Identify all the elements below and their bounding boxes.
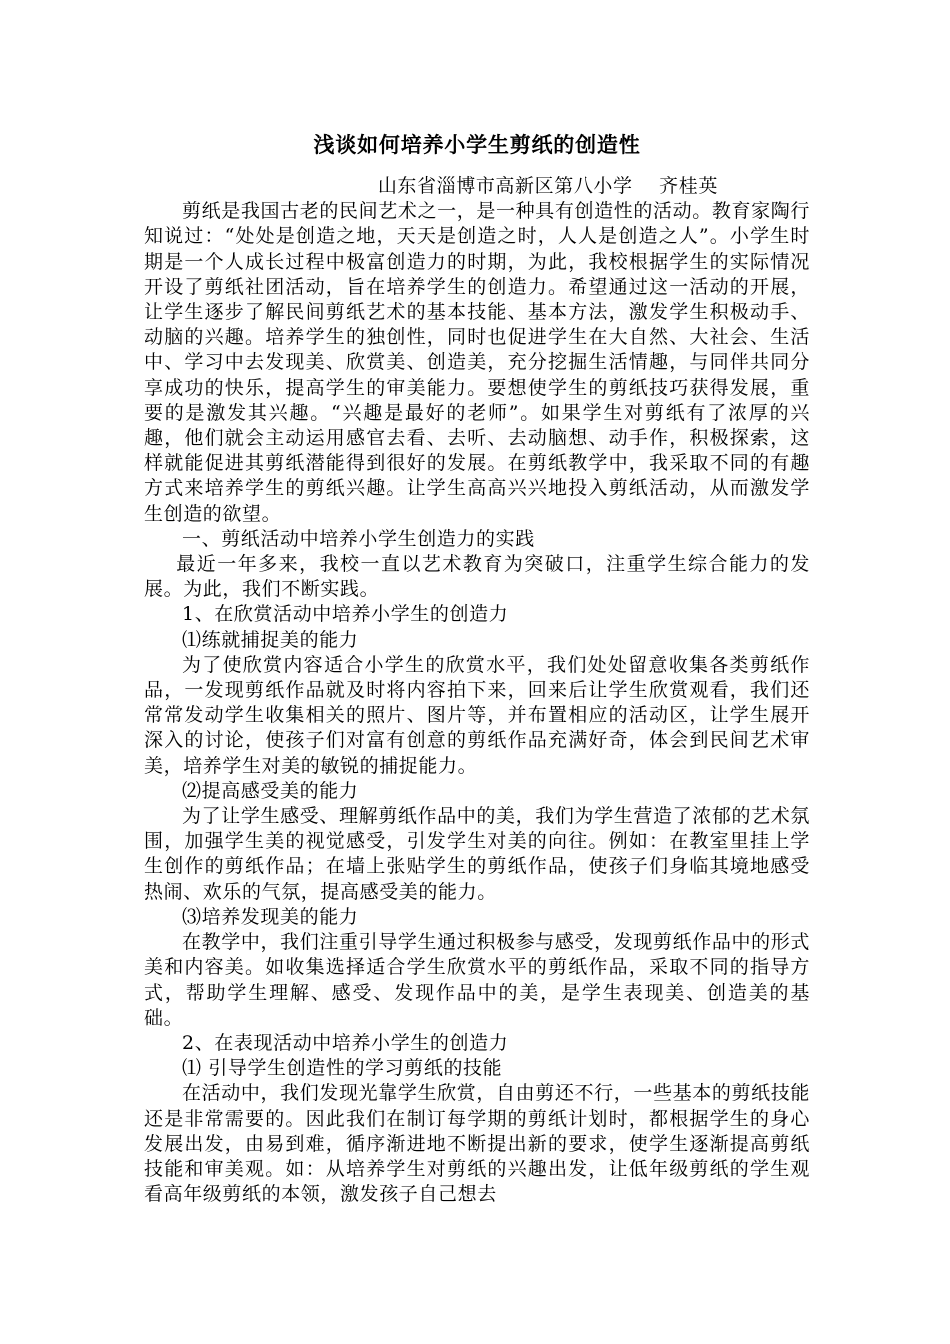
body-paragraph: 为了让学生感受、理解剪纸作品中的美，我们为学生营造了浓郁的艺术氛围，加强学生美的视觉感受，引发学生对美的向往。例如：在教室里挂上学生创作的剪纸作品；在墙上张贴学生的剪纸作品，使孩子们身临其境地感受热闹、欢乐的气氛，提高感受美的能力。 bbox=[144, 805, 810, 903]
subsection-heading-2: 2、在表现活动中培养小学生的创造力 bbox=[182, 1031, 509, 1054]
sub-item-heading: ⑶培养发现美的能力 bbox=[182, 905, 359, 928]
subsection-heading-1: 1、在欣赏活动中培养小学生的创造力 bbox=[182, 603, 509, 626]
section-heading-1: 一、剪纸活动中培养小学生创造力的实践 bbox=[182, 527, 535, 550]
body-paragraph: 在教学中，我们注重引导学生通过积极参与感受，发现剪纸作品中的形式美和内容美。如收集选择适合学生欣赏水平的剪纸作品，采取不同的指导方式，帮助学生理解、感受、发现作品中的美，是学生表现美、创造美的基础。 bbox=[144, 931, 810, 1029]
sub-item-heading: ⑴ 引导学生创造性的学习剪纸的技能 bbox=[182, 1057, 503, 1080]
body-paragraph-intro: 剪纸是我国古老的民间艺术之一，是一种具有创造性的活动。教育家陶行知说过：“处处是创造之地，天天是创造之时，人人是创造之人”。小学生时期是一个人成长过程中极富创造力的时期，为此，我校根据学生的实际情况开设了剪纸社团活动，旨在培养学生的创造力。希望通过这一活动的开展，让学生逐步了解民间剪纸艺术的基本技能、基本方法，激发学生积极动手、动脑的兴趣。培养学生的独创性，同时也促进学生在大自然、大社会、生活中、学习中去发现美、欣赏美、创造美，充分挖掘生活情趣，与同伴共同分享成功的快乐，提高学生的审美能力。要想使学生的剪纸技巧获得发展，重要的是激发其兴趣。“兴趣是最好的老师”。如果学生对剪纸有了浓厚的兴趣，他们就会主动运用感官去看、去听、去动脑想、动手作，积极探索，这样就能促进其剪纸潜能得到很好的发展。在剪纸教学中，我采取不同的有趣方式来培养学生的剪纸兴趣。让学生高高兴兴地投入剪纸活动，从而激发学生创造的欲望。 bbox=[144, 200, 810, 525]
sub-item-heading: ⑵提高感受美的能力 bbox=[182, 779, 359, 802]
body-paragraph: 最近一年多来，我校一直以艺术教育为突破口，注重学生综合能力的发展。为此，我们不断实践。 bbox=[144, 553, 810, 601]
document-title: 浅谈如何培养小学生剪纸的创造性 bbox=[313, 132, 641, 157]
body-paragraph: 为了使欣赏内容适合小学生的欣赏水平，我们处处留意收集各类剪纸作品，一发现剪纸作品就及时将内容拍下来，回来后让学生欣赏观看，我们还常常发动学生收集相关的照片、图片等，并布置相应的活动区，让学生展开深入的讨论，使孩子们对富有创意的剪纸作品充满好奇，体会到民间艺术审美，培养学生对美的敏锐的捕捉能力。 bbox=[144, 653, 810, 777]
document-page bbox=[144, 130, 810, 1207]
sub-item-heading: ⑴练就捕捉美的能力 bbox=[182, 628, 359, 651]
body-paragraph: 在活动中，我们发现光靠学生欣赏，自由剪还不行，一些基本的剪纸技能还是非常需要的。因此我们在制订每学期的剪纸计划时，都根据学生的身心发展出发，由易到难，循序渐进地不断提出新的要求，使学生逐渐提高剪纸技能和审美观。如：从培养学生对剪纸的兴趣出发，让低年级剪纸的学生观看高年级剪纸的本领，激发孩子自己想去 bbox=[144, 1082, 810, 1206]
document-byline: 山东省淄博市高新区第八小学 齐桂英 bbox=[377, 175, 718, 197]
